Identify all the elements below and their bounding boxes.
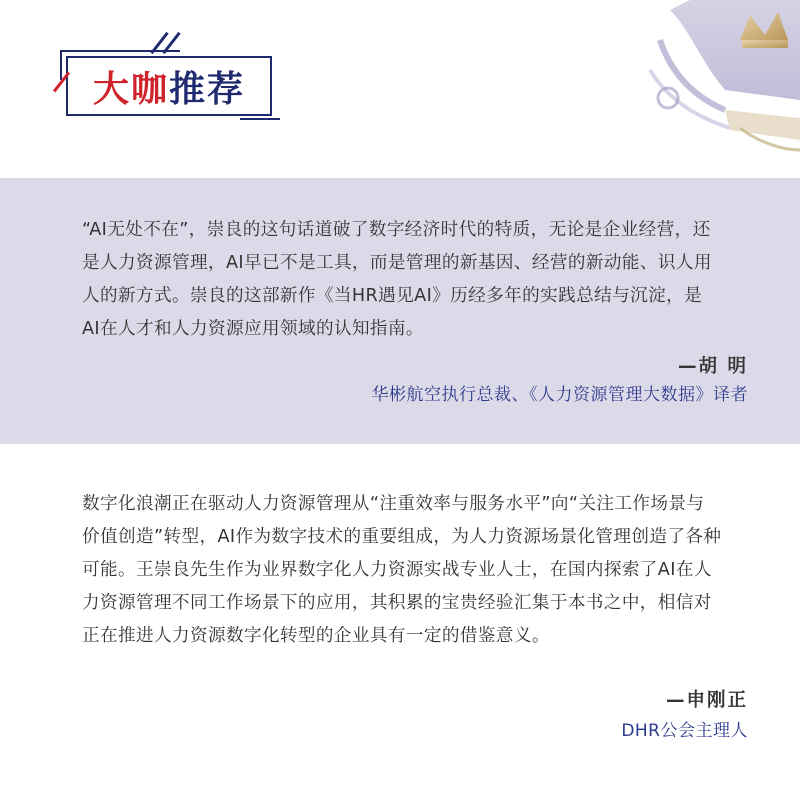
title-frame-line [240,118,280,120]
header [0,0,800,178]
quote1-text: “AI无处不在”，崇良的这句话道破了数字经济时代的特质，无论是企业经营，还是人力资源管理，AI早已不是工具，而是管理的新基因、经营的新动能、识人用人的新方式。崇良的这部新作《当HR遇见AI》历经多年的实践总结与沉淀，是AI在人才和人力资源应用领域的认知指南。 [82,220,712,339]
quote1-author: —胡 明 [678,356,748,377]
quote2-author: —申刚正 [665,690,748,711]
page-title [68,58,270,114]
page-title-red: 大咖 [92,68,169,110]
title-box [66,56,272,116]
page-title-blue: 推荐 [169,68,246,110]
title-frame-line [60,50,62,80]
quote1-author-title: 华彬航空执行总裁、《人力资源管理大数据》译者 [371,385,748,405]
quote2-text: 数字化浪潮正在驱动人力资源管理从“注重效率与服务水平”向“关注工作场景与价值创造”转型，AI作为数字技术的重要组成，为人力资源场景化管理创造了各种可能。王崇良先生作为业界数字化人力资源实战专业人士，在国内探索了AI在人力资源管理不同工作场景下的应用，其积累的宝贵经验汇集于本书之中，相信对正在推进人力资源数字化转型的企业具有一定的借鉴意义。 [82,494,722,646]
quote2-author-title: DHR公会主理人 [621,721,748,741]
crown-crest-icon [630,0,800,160]
